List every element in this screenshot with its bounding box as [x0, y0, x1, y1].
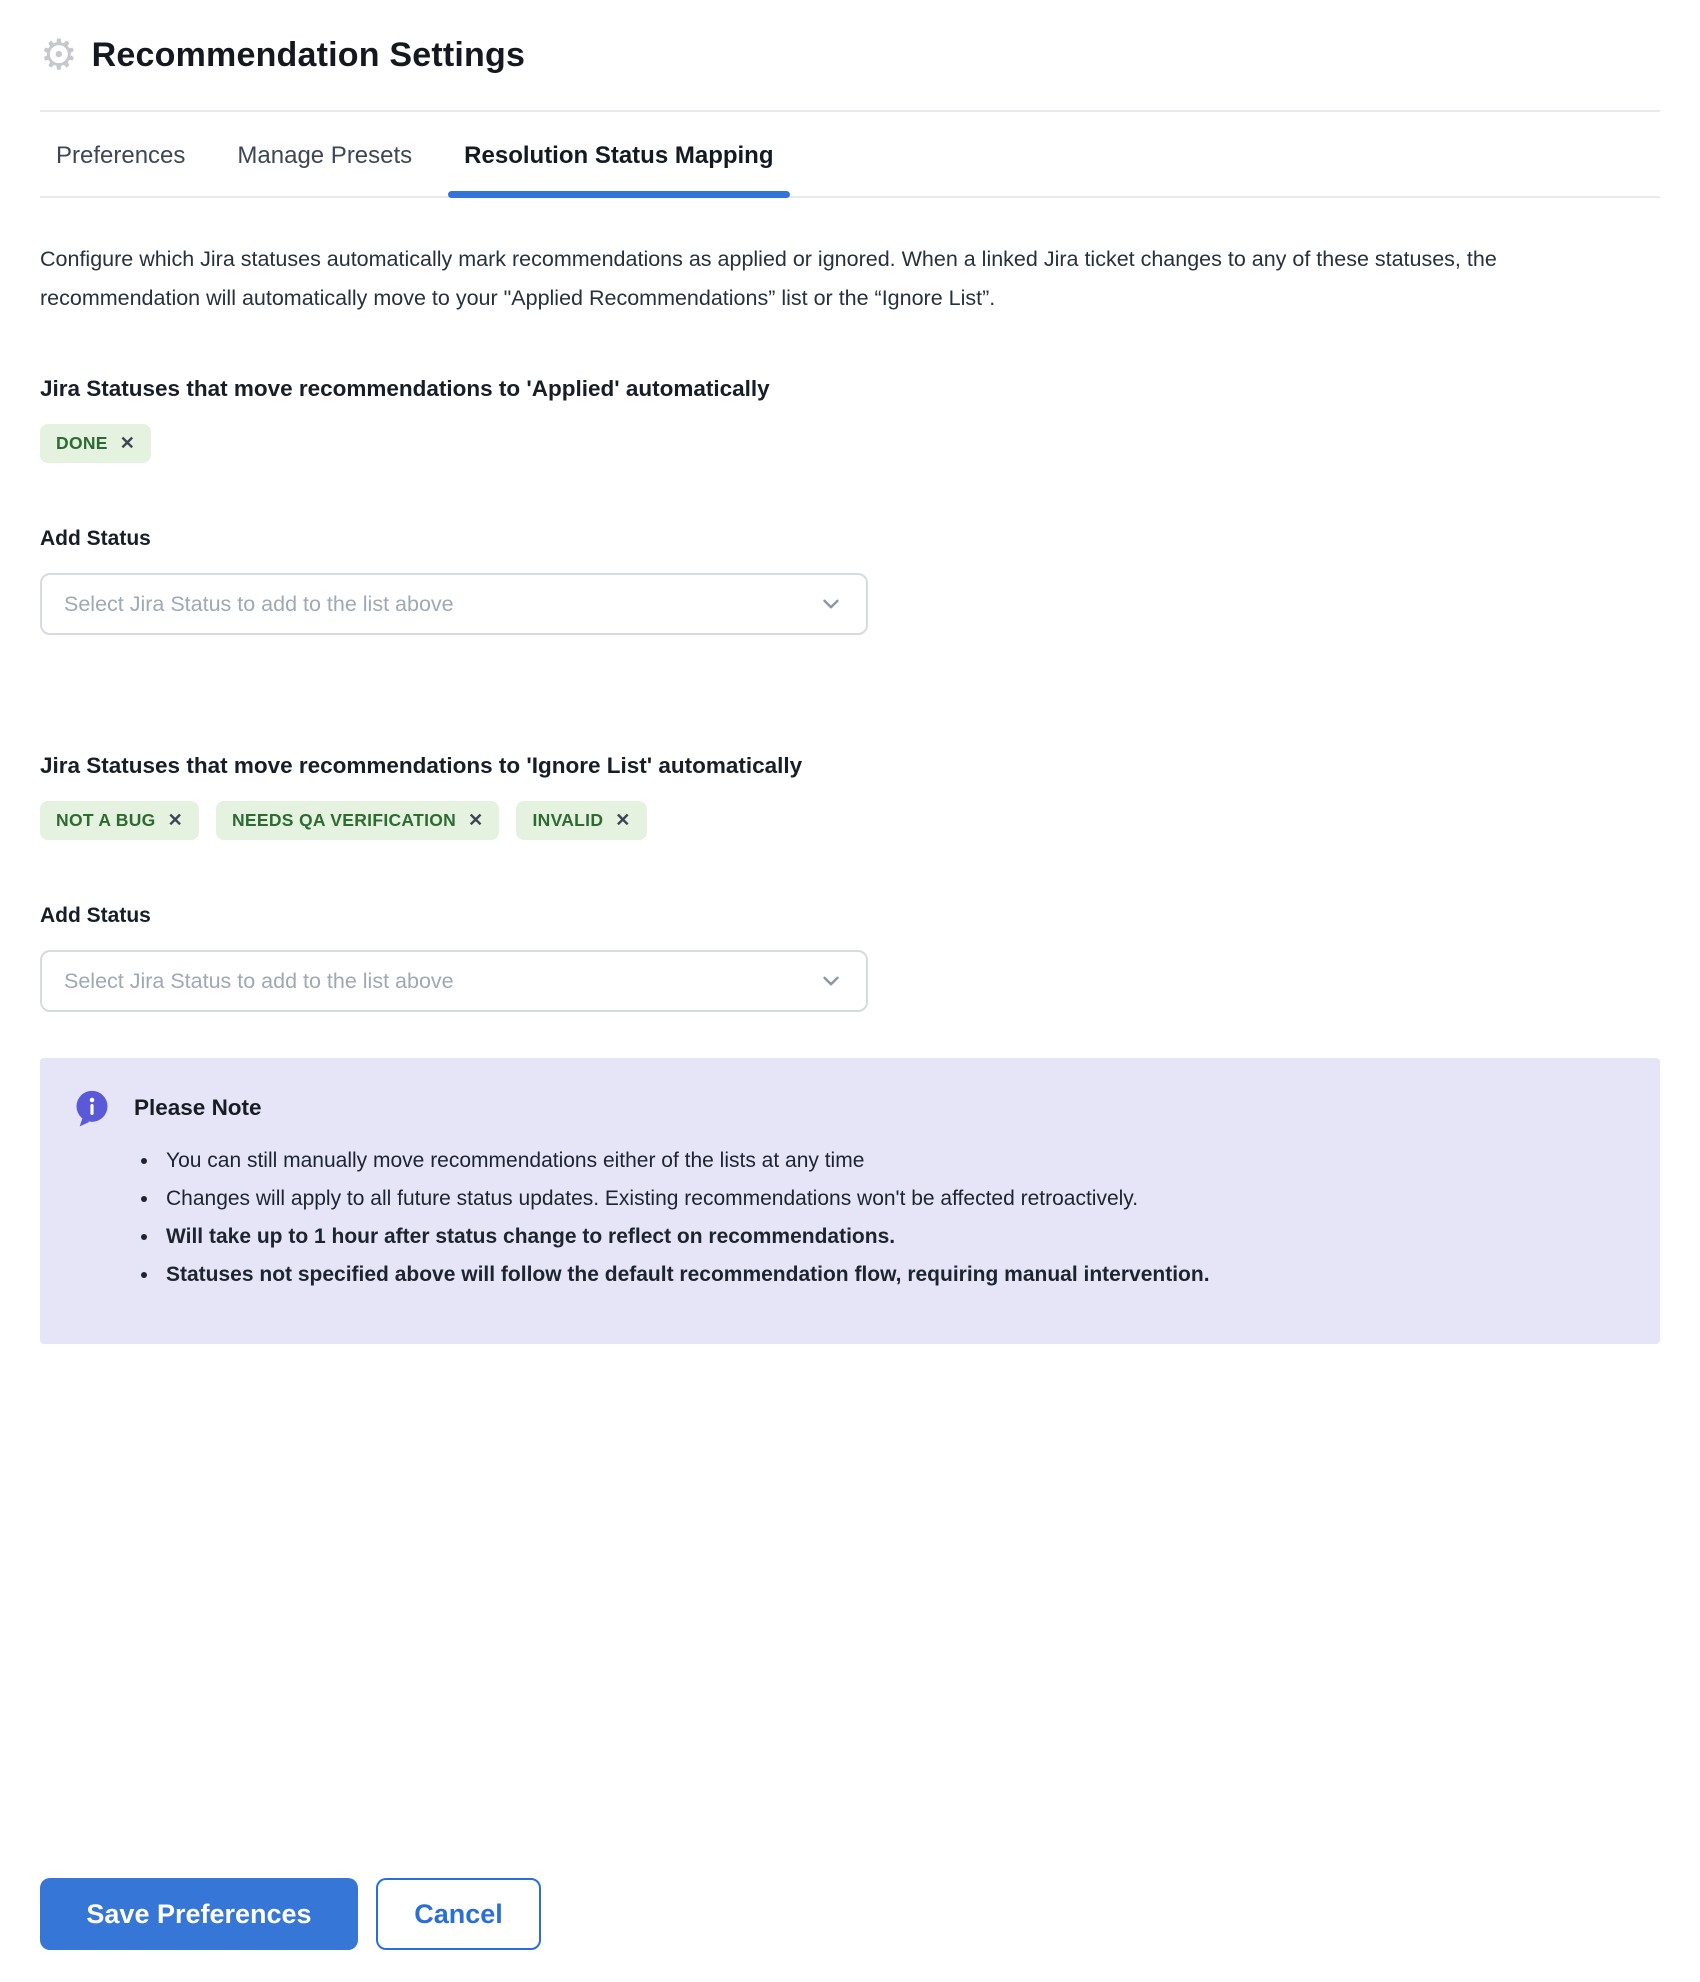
remove-status-icon[interactable]: ✕	[167, 810, 183, 830]
tab-bar	[40, 112, 1660, 198]
save-preferences-button[interactable]: Save Preferences	[40, 1878, 358, 1950]
applied-status-select[interactable]	[40, 573, 868, 635]
ignore-chip-row	[40, 801, 1660, 840]
info-icon	[72, 1088, 112, 1128]
note-bullet: • Will take up to 1 hour after status change to reflect on recommendations.	[160, 1218, 1624, 1256]
remove-status-icon[interactable]: ✕	[468, 810, 484, 830]
please-note-box	[40, 1058, 1660, 1344]
remove-status-icon[interactable]: ✕	[119, 433, 136, 453]
status-chip-label: NEEDS QA VERIFICATION	[231, 810, 457, 830]
note-bullet-list	[72, 1142, 1624, 1294]
gear-icon: ⚙	[40, 31, 78, 78]
note-bullet: • You can still manually move recommendations either of the lists at any time	[160, 1142, 1624, 1180]
applied-add-status-label: Add Status	[40, 527, 151, 550]
cancel-button[interactable]: Cancel	[376, 1878, 541, 1950]
chevron-down-icon	[818, 968, 844, 994]
status-chip-needs-qa-verification	[216, 801, 499, 840]
ignore-section-heading: Jira Statuses that move recommendations to 'Ignore List' automatically	[40, 753, 803, 778]
applied-chip-row	[40, 424, 1660, 463]
remove-status-icon[interactable]: ✕	[615, 810, 631, 830]
footer-actions	[40, 1878, 541, 1950]
chevron-down-icon	[818, 591, 844, 617]
page-header	[40, 0, 1660, 112]
status-chip-label: INVALID	[532, 810, 604, 830]
intro-description: Configure which Jira statuses automatically mark recommendations as applied or ignored. When a linked Jira ticket changes to any of these statuses, the recommendation will automatically move to your "Applied Recommendations” list or the “Ignore List”.	[40, 247, 1497, 310]
applied-section-heading: Jira Statuses that move recommendations to 'Applied' automatically	[40, 376, 770, 401]
select-placeholder: Select Jira Status to add to the list above	[64, 591, 454, 616]
note-title: Please Note	[134, 1095, 262, 1120]
status-chip-label: NOT A BUG	[56, 810, 156, 830]
tab-preferences[interactable]: Preferences	[56, 142, 186, 169]
note-bullet: • Statuses not specified above will follow the default recommendation flow, requiring manual intervention.	[160, 1256, 1624, 1294]
note-bullet: • Changes will apply to all future status updates. Existing recommendations won't be affected retroactively.	[160, 1180, 1624, 1218]
status-chip-not-a-bug	[40, 801, 199, 840]
tab-resolution-status-mapping[interactable]: Resolution Status Mapping	[448, 142, 789, 196]
status-chip-done	[40, 424, 151, 463]
page-title: Recommendation Settings	[91, 35, 526, 74]
status-chip-invalid	[516, 801, 646, 840]
tab-manage-presets[interactable]: Manage Presets	[237, 142, 413, 169]
status-chip-label: DONE	[56, 433, 108, 453]
ignore-status-select[interactable]	[40, 950, 868, 1012]
select-placeholder: Select Jira Status to add to the list above	[64, 968, 454, 993]
ignore-add-status-label: Add Status	[40, 904, 151, 927]
